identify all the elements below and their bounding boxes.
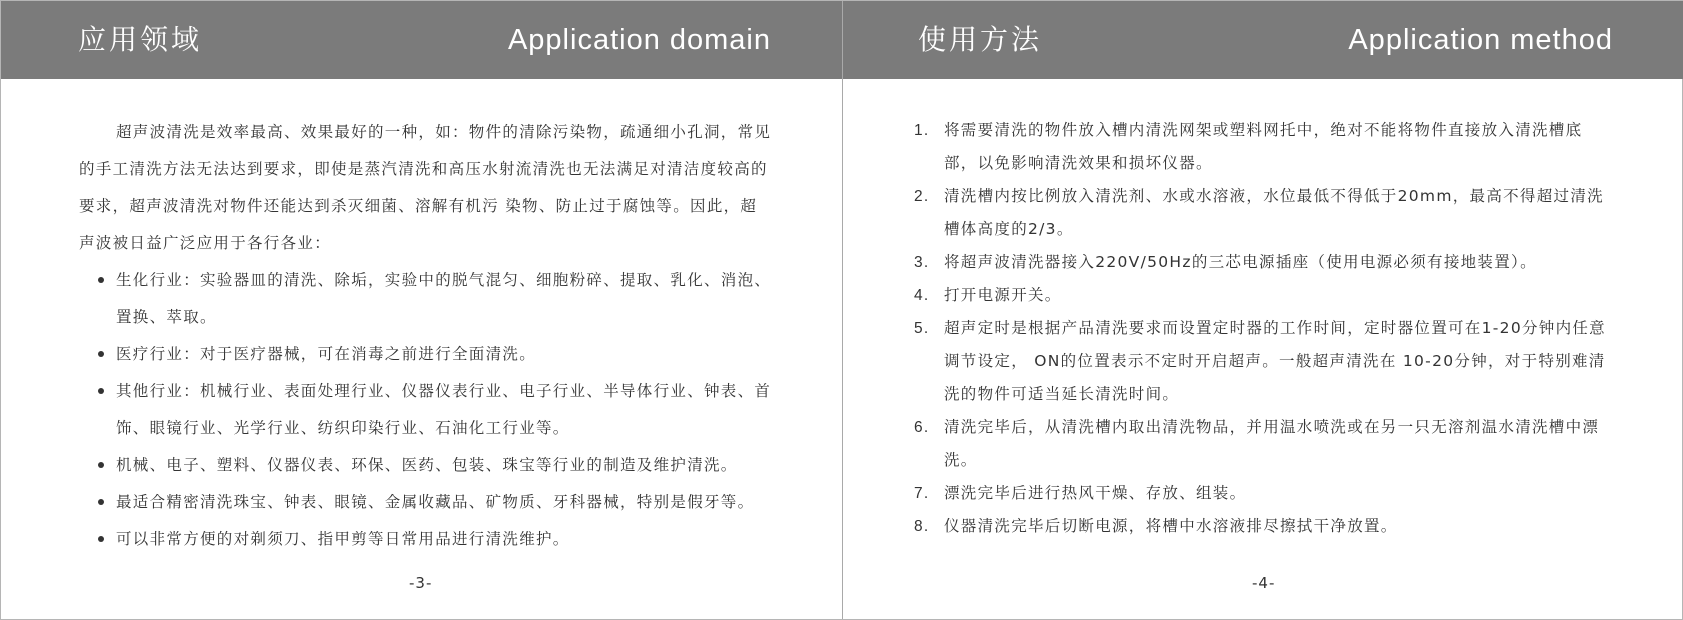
page-application-domain <box>1 1 842 619</box>
page-number: -4- <box>1252 574 1276 592</box>
page-title-en: Application domain <box>507 24 771 56</box>
step-item <box>914 411 1614 477</box>
list-item-text: 医疗行业：对于医疗器械，可在消毒之前进行全面清洗。 <box>116 345 537 363</box>
list-item-text: 生化行业：实验器皿的清洗、除垢，实验中的脱气混匀、细胞粉碎、提取、乳化、消泡、置换、萃取。 <box>116 271 772 326</box>
bullet-icon <box>98 277 104 283</box>
step-number: 2. <box>914 188 930 205</box>
step-number: 3. <box>914 254 930 271</box>
step-item <box>914 114 1614 180</box>
step-text: 打开电源开关。 <box>944 286 1062 304</box>
list-item-text: 最适合精密清洗珠宝、钟表、眼镜、金属收藏品、矿物质、牙科器械，特别是假牙等。 <box>116 493 755 511</box>
step-item <box>914 312 1614 411</box>
step-item <box>914 477 1614 510</box>
page-content <box>79 114 774 558</box>
step-text: 清洗完毕后，从清洗槽内取出清洗物品，并用温水喷洗或在另一只无溶剂温水清洗槽中漂洗。 <box>944 418 1600 469</box>
list-item <box>79 484 774 521</box>
step-text: 仪器清洗完毕后切断电源，将槽中水溶液排尽擦拭干净放置。 <box>944 517 1398 535</box>
bullet-icon <box>98 388 104 394</box>
step-number: 6. <box>914 419 930 436</box>
list-item-text: 机械、电子、塑料、仪器仪表、环保、医药、包装、珠宝等行业的制造及维护清洗。 <box>116 456 738 474</box>
list-item <box>79 447 774 484</box>
page-application-method <box>843 1 1683 619</box>
step-item <box>914 279 1614 312</box>
list-item <box>79 262 774 336</box>
list-item-text: 其他行业：机械行业、表面处理行业、仪器仪表行业、电子行业、半导体行业、钟表、首饰、眼镜行业、光学行业、纺织印染行业、石油化工行业等。 <box>116 382 772 437</box>
step-text: 将超声波清洗器接入220V/50Hz的三芯电源插座（使用电源必须有接地装置）。 <box>944 253 1537 271</box>
step-number: 1. <box>914 122 930 139</box>
page-content <box>914 114 1614 543</box>
bullet-icon <box>98 462 104 468</box>
step-text: 超声定时是根据产品清洗要求而设置定时器的工作时间，定时器位置可在1-20分钟内任意调节设定， ON的位置表示不定时开启超声。一般超声清洗在 10-20分钟，对于特别难清洗的物件可适当延长清洗时间。 <box>944 319 1606 403</box>
bullet-icon <box>98 536 104 542</box>
step-number: 8. <box>914 518 930 535</box>
step-number: 7. <box>914 485 930 502</box>
intro-paragraph: 超声波清洗是效率最高、效果最好的一种，如：物件的清除污染物，疏通细小孔洞，常见的手工清洗方法无法达到要求，即使是蒸汽清洗和高压水射流清洗也无法满足对清洁度较高的要求，超声波清洗对物件还能达到杀灭细菌、溶解有机污 染物、防止过于腐蚀等。因此，超声波被日益广泛应用于各行各业： <box>79 123 772 252</box>
page-header <box>843 1 1683 79</box>
step-number: 4. <box>914 287 930 304</box>
list-item-text: 可以非常方便的对剃须刀、指甲剪等日常用品进行清洗维护。 <box>116 530 570 548</box>
method-steps <box>914 114 1614 543</box>
step-item <box>914 180 1614 246</box>
page-title-cn: 应用领域 <box>78 23 203 56</box>
step-number: 5. <box>914 320 930 337</box>
list-item <box>79 521 774 558</box>
list-item <box>79 373 774 447</box>
step-item <box>914 510 1614 543</box>
page-number: -3- <box>409 574 433 592</box>
step-item <box>914 246 1614 279</box>
step-text: 清洗槽内按比例放入清洗剂、水或水溶液，水位最低不得低于20mm，最高不得超过清洗槽体高度的2/3。 <box>944 187 1604 238</box>
application-list <box>79 262 774 558</box>
step-text: 漂洗完毕后进行热风干燥、存放、组装。 <box>944 484 1247 502</box>
step-text: 将需要清洗的物件放入槽内清洗网架或塑料网托中，绝对不能将物件直接放入清洗槽底部，以免影响清洗效果和损坏仪器。 <box>944 121 1583 172</box>
page-title-en: Application method <box>1348 24 1613 56</box>
page-header <box>1 1 842 79</box>
bullet-icon <box>98 351 104 357</box>
page-title-cn: 使用方法 <box>918 23 1043 56</box>
list-item <box>79 336 774 373</box>
bullet-icon <box>98 499 104 505</box>
